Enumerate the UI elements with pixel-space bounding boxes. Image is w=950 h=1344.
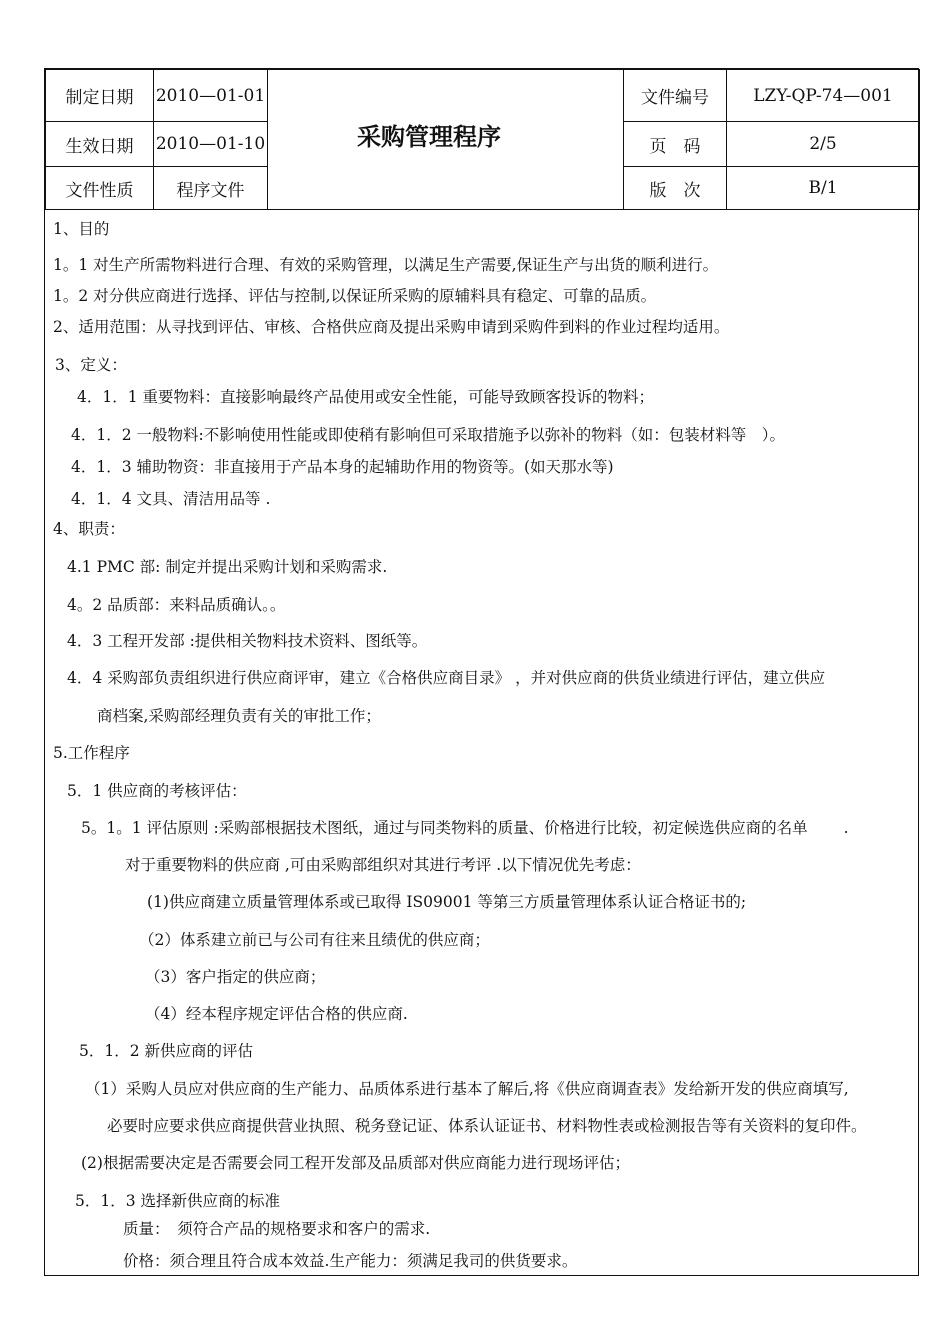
- label-doc-no: 文件编号: [623, 69, 727, 122]
- label-effective-date: 生效日期: [45, 121, 154, 167]
- text-line: 价格：须合理且符合成本效益.生产能力：须满足我司的供货要求。: [123, 1252, 578, 1270]
- text-line: 4。2 品质部：来料品质确认。。: [67, 596, 286, 614]
- text-line: 必要时应要求供应商提供营业执照、税务登记证、体系认证证书、材料物性表或检测报告等有关资料的复印件。: [107, 1117, 867, 1135]
- text-line: 4．1．2 一般物料:不影响使用性能或即使稍有影响但可采取措施予以弥补的物料（如：包装材料等 ）。: [71, 426, 785, 444]
- text-line: 5．1．2 新供应商的评估: [79, 1042, 254, 1060]
- label-version: 版 次: [623, 166, 727, 210]
- label-issue-date: 制定日期: [45, 69, 154, 122]
- text-line: (1)供应商建立质量管理体系或已取得 IS09001 等第三方质量管理体系认证合格证书的;: [147, 893, 747, 911]
- text-line: 5。1。1 评估原则 :采购部根据技术图纸，通过与同类物料的质量、价格进行比较，初定候选供应商的名单 .: [81, 819, 849, 837]
- issue-date: 2010—01-01: [153, 69, 268, 122]
- text-line: （3）客户指定的供应商；: [145, 968, 326, 986]
- text-line: 1。2 对分供应商进行选择、评估与控制,以保证所采购的原辅料具有稳定、可靠的品质。: [53, 287, 657, 305]
- text-line: 4．1．4 文具、清洁用品等 .: [71, 490, 271, 508]
- text-line: 4.1 PMC 部: 制定并提出采购计划和采购需求.: [67, 558, 388, 576]
- section-1-heading: 1、目的: [53, 220, 110, 238]
- section-2-heading: 2、适用范围：从寻找到评估、审核、合格供应商及提出采购申请到采购件到料的作业过程均适用。: [53, 318, 730, 336]
- section-4-heading: 4、职责：: [53, 520, 125, 538]
- text-line: 对于重要物料的供应商 ,可由采购部组织对其进行考评 .以下情况优先考虑：: [125, 856, 641, 874]
- page-number: 2/5: [726, 121, 920, 167]
- text-line: （1）采购人员应对供应商的生产能力、品质体系进行基本了解后,将《供应商调查表》发给新开发的供应商填写,: [85, 1080, 849, 1098]
- text-line: 4．1．3 辅助物资：非直接用于产品本身的起辅助作用的物资等。(如天那水等): [71, 458, 614, 476]
- label-doc-type: 文件性质: [45, 166, 154, 210]
- text-line: 5．1 供应商的考核评估：: [67, 782, 247, 800]
- section-3-heading: 3、定义：: [55, 356, 127, 374]
- text-line: 1。1 对生产所需物料进行合理、有效的采购管理，以满足生产需要,保证生产与出货的顺利进行。: [53, 256, 719, 274]
- text-line: 4．1．1 重要物料：直接影响最终产品使用或安全性能，可能导致顾客投诉的物料；: [77, 388, 655, 406]
- text-line: (2)根据需要决定是否需要会同工程开发部及品质部对供应商能力进行现场评估；: [81, 1154, 630, 1172]
- text-line: 4．4 采购部负责组织进行供应商评审，建立《合格供应商目录》 ，并对供应商的供货业绩进行评估，建立供应: [67, 669, 826, 687]
- effective-date: 2010—01-10: [153, 121, 268, 167]
- text-line: 4．3 工程开发部 :提供相关物料技术资料、图纸等。: [67, 632, 428, 650]
- doc-type: 程序文件: [153, 166, 268, 210]
- text-line: 质量： 须符合产品的规格要求和客户的需求.: [123, 1220, 431, 1238]
- text-line: （4）经本程序规定评估合格的供应商.: [145, 1005, 408, 1023]
- label-page: 页 码: [623, 121, 727, 167]
- version: B/1: [726, 166, 920, 210]
- text-line: 商档案,采购部经理负责有关的审批工作；: [97, 707, 381, 725]
- text-line: 5．1．3 选择新供应商的标准: [75, 1192, 281, 1210]
- section-5-heading: 5.工作程序: [53, 744, 130, 762]
- doc-no: LZY-QP-74—001: [726, 69, 920, 122]
- text-line: （2）体系建立前已与公司有往来且绩优的供应商；: [139, 931, 490, 949]
- document-title: 采购管理程序: [357, 123, 501, 151]
- document-frame: [44, 68, 919, 1276]
